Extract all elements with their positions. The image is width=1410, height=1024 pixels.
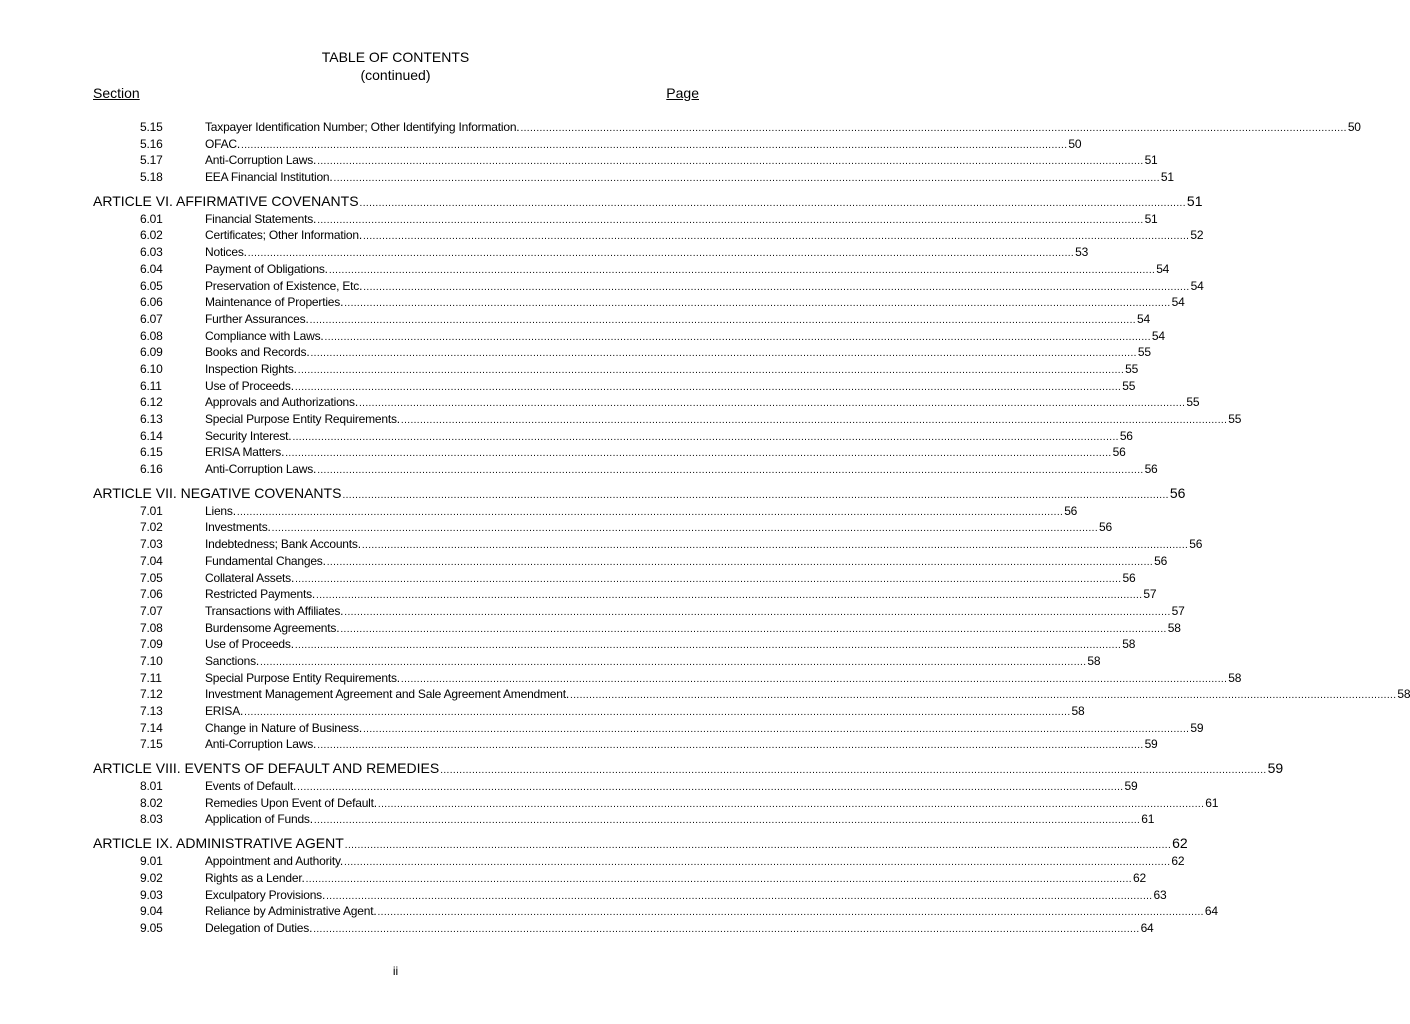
toc-entry[interactable] xyxy=(93,903,1218,920)
toc-entry-title: Application of Funds. xyxy=(205,812,313,827)
toc-entry[interactable] xyxy=(93,378,1136,395)
toc-page-number: 59 xyxy=(1190,720,1204,735)
dot-leader: .................................................................................................................................................................................................................................................................... xyxy=(244,707,1071,718)
dot-leader: .................................................................................................................................................................................................................................................................... xyxy=(440,765,1267,777)
toc-entry-number: 8.02 xyxy=(140,795,163,810)
toc-entry-title: Anti-Corruption Laws. xyxy=(205,153,317,168)
toc-entry[interactable] xyxy=(93,670,1242,687)
toc-page-number: 51 xyxy=(1160,170,1174,185)
page-title: TABLE OF CONTENTS xyxy=(321,49,470,65)
page-number: ii xyxy=(392,964,399,978)
toc-entry-title: Payment of Obligations. xyxy=(205,261,328,276)
toc-entry[interactable] xyxy=(93,519,1112,536)
dot-leader: .................................................................................................................................................................................................................................................................... xyxy=(317,740,1144,752)
toc-page-number: 55 xyxy=(1125,361,1139,376)
toc-entry[interactable] xyxy=(93,686,1410,703)
toc-page-number: 54 xyxy=(1136,311,1150,326)
toc-entry-title: Appointment and Authority. xyxy=(205,854,344,869)
toc-entry[interactable] xyxy=(93,169,1174,186)
toc-entry-number: 6.09 xyxy=(140,345,163,360)
toc-entry-title: Exculpatory Provisions. xyxy=(205,887,326,902)
toc-entry-number: 8.03 xyxy=(140,812,163,827)
toc-entry[interactable] xyxy=(93,294,1185,311)
toc-page-number: 50 xyxy=(1347,120,1361,134)
dot-leader: .................................................................................................................................................................................................................................................................... xyxy=(294,640,1122,652)
dot-leader: .................................................................................................................................................................................................................................................................... xyxy=(316,590,1143,602)
toc-page-number: 62 xyxy=(1172,835,1188,852)
page-column-header: Page xyxy=(666,85,699,101)
toc-page-number: 61 xyxy=(1141,812,1155,827)
toc-page-number: 52 xyxy=(1190,228,1204,243)
toc-page-number: 55 xyxy=(1228,412,1242,426)
dot-leader: .................................................................................................................................................................................................................................................................... xyxy=(305,873,1132,885)
toc-entry-title: Maintenance of Properties. xyxy=(205,295,344,310)
toc-page-number: 56 xyxy=(1064,503,1078,518)
toc-entry-number: 7.15 xyxy=(140,737,163,752)
toc-entry-number: 7.11 xyxy=(140,670,162,685)
toc-entry-number: 6.02 xyxy=(140,228,163,243)
toc-entry[interactable] xyxy=(93,361,1139,378)
toc-entry-number: 5.15 xyxy=(140,120,163,134)
dot-leader: .................................................................................................................................................................................................................................................................... xyxy=(247,248,1075,260)
toc-entry[interactable] xyxy=(93,503,1078,520)
toc-entry-number: 9.04 xyxy=(140,904,163,919)
toc-entry[interactable] xyxy=(93,278,1204,295)
toc-page-number: 54 xyxy=(1156,261,1170,276)
toc-page-number: 51 xyxy=(1186,192,1203,209)
toc-entry-number: 9.02 xyxy=(140,870,163,885)
toc-entry-number: 9.05 xyxy=(140,920,163,935)
toc-entry[interactable] xyxy=(93,811,1155,828)
toc-entry-number: 6.03 xyxy=(140,245,163,260)
toc-entry-number: 9.01 xyxy=(140,854,163,869)
toc-page-number: 56 xyxy=(1112,445,1126,460)
toc-article-heading[interactable] xyxy=(93,484,1186,502)
toc-article-title: ARTICLE VII. NEGATIVE COVENANTS xyxy=(93,484,342,501)
dot-leader: .................................................................................................................................................................................................................................................................... xyxy=(292,431,1119,443)
toc-page-number: 54 xyxy=(1190,278,1204,293)
toc-page-number: 58 xyxy=(1228,670,1242,685)
toc-page-number: 58 xyxy=(1122,637,1136,652)
toc-entry[interactable] xyxy=(93,227,1204,244)
toc-entry-title: Use of Proceeds. xyxy=(205,378,294,393)
dot-leader: .................................................................................................................................................................................................................................................................... xyxy=(295,573,1122,585)
toc-page-number: 64 xyxy=(1204,904,1218,919)
toc-article-title: ARTICLE VIII. EVENTS OF DEFAULT AND REMEDIES xyxy=(93,760,440,777)
toc-entry-number: 7.05 xyxy=(140,570,163,585)
toc-entry-number: 7.14 xyxy=(140,720,163,735)
toc-entry-title: Books and Records. xyxy=(205,345,310,360)
toc-entry-title: Investment Management Agreement and Sale Agreement Amendment. xyxy=(205,687,570,702)
toc-entry-number: 7.04 xyxy=(140,553,163,568)
toc-entry-number: 7.03 xyxy=(140,537,163,552)
toc-entry-number: 7.06 xyxy=(140,587,163,602)
toc-page-number: 59 xyxy=(1267,760,1284,777)
toc-page-number: 57 xyxy=(1171,603,1185,618)
toc-entry-title: ERISA. xyxy=(205,704,244,718)
dot-leader: .................................................................................................................................................................................................................................................................... xyxy=(520,123,1347,134)
toc-article-heading[interactable] xyxy=(93,834,1188,852)
toc-entry-title: Special Purpose Entity Requirements. xyxy=(205,412,400,426)
dot-leader: .................................................................................................................................................................................................................................................................... xyxy=(317,465,1144,477)
toc-entry-number: 6.06 xyxy=(140,295,163,310)
toc-entry[interactable] xyxy=(93,344,1151,361)
dot-leader: .................................................................................................................................................................................................................................................................... xyxy=(344,840,1172,852)
toc-entry-title: Taxpayer Identification Number; Other Identifying Information. xyxy=(205,120,520,134)
toc-entry-number: 5.16 xyxy=(140,136,163,151)
toc-article-title: ARTICLE IX. ADMINISTRATIVE AGENT xyxy=(93,835,344,852)
toc-entry[interactable] xyxy=(93,620,1181,637)
toc-page-number: 54 xyxy=(1151,328,1165,343)
toc-entry-title: Preservation of Existence, Etc. xyxy=(205,278,363,293)
dot-leader: .................................................................................................................................................................................................................................................................... xyxy=(342,489,1169,501)
toc-page-number: 51 xyxy=(1144,211,1158,226)
toc-entry[interactable] xyxy=(93,887,1167,904)
dot-leader: .................................................................................................................................................................................................................................................................... xyxy=(363,231,1190,243)
toc-article-heading[interactable] xyxy=(93,192,1203,210)
toc-entry[interactable] xyxy=(93,653,1101,670)
toc-page-number: 56 xyxy=(1122,570,1136,585)
toc-entry-title: Security Interest. xyxy=(205,428,292,443)
dot-leader: .................................................................................................................................................................................................................................................................... xyxy=(400,415,1228,426)
toc-page-number: 59 xyxy=(1144,737,1158,752)
toc-entry-number: 9.03 xyxy=(140,887,163,902)
dot-leader: .................................................................................................................................................................................................................................................................... xyxy=(294,381,1122,393)
toc-entry[interactable] xyxy=(93,311,1150,328)
dot-leader: .................................................................................................................................................................................................................................................................... xyxy=(297,364,1125,376)
toc-page-number: 58 xyxy=(1397,687,1410,702)
toc-entry[interactable] xyxy=(93,119,1361,136)
dot-leader: .................................................................................................................................................................................................................................................................... xyxy=(340,623,1167,635)
dot-leader: .................................................................................................................................................................................................................................................................... xyxy=(377,907,1204,919)
toc-entry-title: ERISA Matters. xyxy=(205,445,285,460)
toc-entry[interactable] xyxy=(93,795,1219,812)
toc-entry-title: Change in Nature of Business. xyxy=(205,720,362,735)
toc-entry[interactable] xyxy=(93,853,1185,870)
dot-leader: .................................................................................................................................................................................................................................................................... xyxy=(271,523,1099,535)
toc-entry-title: Transactions with Affiliates. xyxy=(205,603,344,618)
toc-page-number: 62 xyxy=(1132,870,1146,885)
dot-leader: .................................................................................................................................................................................................................................................................... xyxy=(344,857,1171,869)
toc-page-number: 56 xyxy=(1154,553,1168,568)
toc-entry-title: Compliance with Laws. xyxy=(205,328,324,343)
toc-entry-number: 6.11 xyxy=(140,378,162,393)
toc-entry-title: Events of Default. xyxy=(205,779,297,794)
toc-entry[interactable] xyxy=(93,136,1082,153)
toc-entry[interactable] xyxy=(93,444,1126,461)
dot-leader: .................................................................................................................................................................................................................................................................... xyxy=(363,281,1190,293)
toc-article-title: ARTICLE VI. AFFIRMATIVE COVENANTS xyxy=(93,192,359,209)
dot-leader: .................................................................................................................................................................................................................................................................... xyxy=(400,673,1228,685)
toc-entry-title: Sanctions. xyxy=(205,653,260,668)
toc-page-number: 55 xyxy=(1122,378,1136,393)
dot-leader: .................................................................................................................................................................................................................................................................... xyxy=(313,815,1141,827)
toc-entry-number: 7.10 xyxy=(140,653,163,668)
toc-page-number: 56 xyxy=(1119,428,1133,443)
toc-entry[interactable] xyxy=(93,244,1089,261)
toc-entry-number: 5.18 xyxy=(140,170,163,185)
toc-entry-number: 6.05 xyxy=(140,278,163,293)
toc-entry-number: 7.02 xyxy=(140,520,163,535)
dot-leader: .................................................................................................................................................................................................................................................................... xyxy=(324,331,1151,343)
dot-leader: .................................................................................................................................................................................................................................................................... xyxy=(241,139,1068,151)
toc-entry-number: 6.10 xyxy=(140,361,163,376)
toc-page-number: 63 xyxy=(1153,887,1167,902)
toc-page-number: 55 xyxy=(1186,395,1200,410)
dot-leader: .................................................................................................................................................................................................................................................................... xyxy=(326,890,1153,902)
toc-entry-number: 6.15 xyxy=(140,445,163,460)
dot-leader: .................................................................................................................................................................................................................................................................... xyxy=(313,923,1140,935)
toc-page-number: 64 xyxy=(1140,920,1154,935)
dot-leader: .................................................................................................................................................................................................................................................................... xyxy=(362,723,1190,735)
dot-leader: .................................................................................................................................................................................................................................................................... xyxy=(377,798,1205,810)
toc-entry-number: 7.07 xyxy=(140,603,163,618)
toc-entry-number: 6.08 xyxy=(140,328,163,343)
toc-page-number: 58 xyxy=(1167,620,1181,635)
toc-entry[interactable] xyxy=(93,586,1157,603)
toc-entry-title: Approvals and Authorizations. xyxy=(205,395,358,410)
toc-entry-title: Further Assurances. xyxy=(205,311,309,326)
toc-entry[interactable] xyxy=(93,870,1146,887)
dot-leader: .................................................................................................................................................................................................................................................................... xyxy=(359,197,1186,209)
toc-article-heading[interactable] xyxy=(93,759,1284,777)
toc-entry[interactable] xyxy=(93,570,1136,587)
toc-entry-number: 6.04 xyxy=(140,261,163,276)
toc-page-number: 56 xyxy=(1144,462,1158,477)
toc-entry-number: 6.16 xyxy=(140,462,163,477)
toc-entry-title: Certificates; Other Information. xyxy=(205,228,362,243)
toc-entry-number: 7.08 xyxy=(140,620,163,635)
toc-page-number: 58 xyxy=(1087,653,1101,668)
toc-entry[interactable] xyxy=(93,703,1085,720)
toc-entry-title: Reliance by Administrative Agent. xyxy=(205,904,377,919)
page-subtitle: (continued) xyxy=(360,67,431,83)
dot-leader: .................................................................................................................................................................................................................................................................... xyxy=(570,690,1397,702)
toc-page-number: 50 xyxy=(1068,136,1082,151)
toc-entry-number: 5.17 xyxy=(140,153,163,168)
toc-entry-title: Special Purpose Entity Requirements. xyxy=(205,670,400,685)
dot-leader: .................................................................................................................................................................................................................................................................... xyxy=(344,298,1171,310)
toc-entry-title: Investments. xyxy=(205,520,271,535)
toc-entry-title: Delegation of Duties. xyxy=(205,920,313,935)
toc-entry-title: Use of Proceeds. xyxy=(205,637,294,652)
toc-page-number: 57 xyxy=(1143,587,1157,602)
toc-page-number: 62 xyxy=(1171,854,1185,869)
toc-page-number: 61 xyxy=(1205,795,1219,810)
toc-entry[interactable] xyxy=(93,636,1136,653)
toc-page-number: 59 xyxy=(1124,779,1138,794)
toc-page-number: 56 xyxy=(1169,484,1186,501)
toc-entry[interactable] xyxy=(93,736,1158,753)
toc-page-number: 53 xyxy=(1075,245,1089,260)
toc-page-number: 55 xyxy=(1137,345,1151,360)
dot-leader: .................................................................................................................................................................................................................................................................... xyxy=(317,156,1144,168)
dot-leader: .................................................................................................................................................................................................................................................................... xyxy=(285,448,1112,460)
dot-leader: .................................................................................................................................................................................................................................................................... xyxy=(344,606,1171,618)
table-of-contents xyxy=(93,119,1410,937)
dot-leader: .................................................................................................................................................................................................................................................................... xyxy=(317,214,1144,226)
dot-leader: .................................................................................................................................................................................................................................................................... xyxy=(236,506,1064,518)
toc-entry-title: Inspection Rights. xyxy=(205,361,297,376)
toc-entry[interactable] xyxy=(93,394,1200,411)
toc-entry-title: Financial Statements. xyxy=(205,211,317,226)
toc-entry[interactable] xyxy=(93,461,1158,478)
toc-entry[interactable] xyxy=(93,920,1154,937)
toc-page-number: 54 xyxy=(1171,295,1185,310)
toc-entry[interactable] xyxy=(93,553,1168,570)
toc-entry[interactable] xyxy=(93,536,1203,553)
toc-entry[interactable] xyxy=(93,152,1158,169)
toc-entry-title: Fundamental Changes. xyxy=(205,553,326,568)
toc-entry-title: Liens. xyxy=(205,503,236,518)
toc-entry-title: Burdensome Agreements. xyxy=(205,620,340,635)
toc-entry-title: Anti-Corruption Laws. xyxy=(205,737,317,752)
toc-entry-title: EEA Financial Institution. xyxy=(205,170,333,185)
toc-entry-title: Remedies Upon Event of Default. xyxy=(205,795,377,810)
dot-leader: .................................................................................................................................................................................................................................................................... xyxy=(260,656,1087,668)
toc-entry-number: 6.12 xyxy=(140,395,163,410)
toc-entry-title: OFAC. xyxy=(205,136,241,151)
toc-entry-number: 8.01 xyxy=(140,779,163,794)
toc-entry-number: 7.12 xyxy=(140,687,163,702)
toc-entry-number: 6.01 xyxy=(140,211,163,226)
toc-page-number: 56 xyxy=(1099,520,1112,535)
dot-leader: .................................................................................................................................................................................................................................................................... xyxy=(361,540,1189,552)
toc-entry-title: Indebtedness; Bank Accounts. xyxy=(205,537,361,552)
toc-entry[interactable] xyxy=(93,428,1133,445)
toc-entry[interactable] xyxy=(93,261,1170,278)
dot-leader: .................................................................................................................................................................................................................................................................... xyxy=(309,314,1136,326)
toc-entry[interactable] xyxy=(93,720,1204,737)
toc-entry-title: Restricted Payments. xyxy=(205,587,316,602)
dot-leader: .................................................................................................................................................................................................................................................................... xyxy=(358,398,1186,410)
toc-entry-number: 7.13 xyxy=(140,704,163,718)
toc-page-number: 51 xyxy=(1144,153,1158,168)
toc-page-number: 56 xyxy=(1189,537,1203,552)
dot-leader: .................................................................................................................................................................................................................................................................... xyxy=(310,348,1137,360)
toc-entry-number: 6.14 xyxy=(140,428,163,443)
toc-entry[interactable] xyxy=(93,211,1158,228)
toc-entry-number: 6.07 xyxy=(140,311,163,326)
toc-entry[interactable] xyxy=(93,603,1185,620)
toc-entry-title: Anti-Corruption Laws. xyxy=(205,462,317,477)
dot-leader: .................................................................................................................................................................................................................................................................... xyxy=(297,782,1124,794)
toc-entry-title: Notices. xyxy=(205,245,247,260)
dot-leader: .................................................................................................................................................................................................................................................................... xyxy=(333,173,1160,185)
toc-entry-title: Rights as a Lender. xyxy=(205,870,305,885)
toc-entry-number: 6.13 xyxy=(140,412,163,426)
toc-entry[interactable] xyxy=(93,778,1138,795)
dot-leader: .................................................................................................................................................................................................................................................................... xyxy=(326,556,1154,568)
toc-entry-number: 7.01 xyxy=(140,503,163,518)
toc-entry[interactable] xyxy=(93,411,1242,428)
toc-entry-title: Collateral Assets. xyxy=(205,570,295,585)
section-column-header: Section xyxy=(93,85,140,101)
toc-page-number: 58 xyxy=(1071,704,1085,718)
toc-entry-number: 7.09 xyxy=(140,637,163,652)
toc-entry[interactable] xyxy=(93,328,1165,345)
dot-leader: .................................................................................................................................................................................................................................................................... xyxy=(328,264,1156,276)
